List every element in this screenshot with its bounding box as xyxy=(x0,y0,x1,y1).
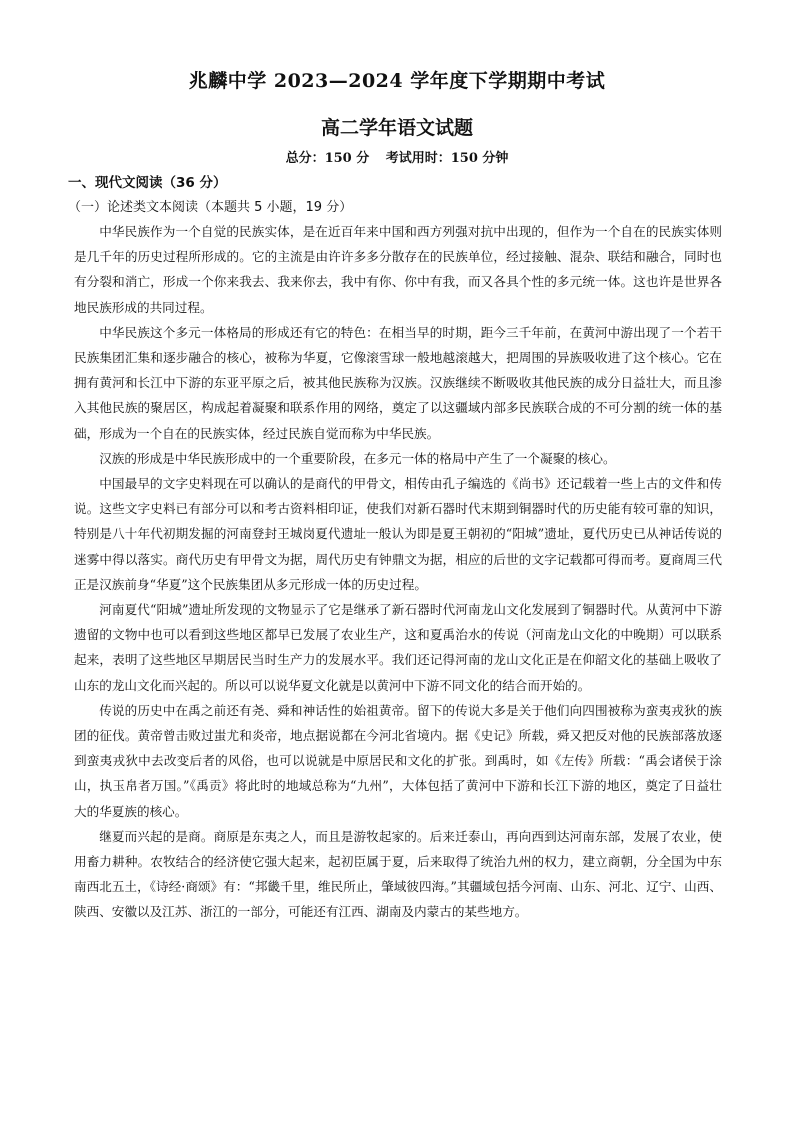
exam-time: 考试用时：150 分钟 xyxy=(385,151,509,166)
subsection-heading: （一）论述类文本阅读（本题共 5 小题，19 分） xyxy=(68,200,353,215)
paragraph: 中国最早的文字史料现在可以确认的是商代的甲骨文，相传由孔子编选的《尚书》还记载着一些上古的文件和传说。这些文字史料已有部分可以和考古资料相印证，使我们对新石器时代末期到铜器时代的历史能有较可靠的知识，特别是八十年代初期发掘的河南登封王城岗夏代遗址一般认为即是夏王朝初的“阳城”遗址，夏代历史已从神话传说的迷雾中得以落实。商代历史有甲骨文为据，周代历史有钟鼎文为据，相应的后世的文字记载都可得而考。夏商周三代正是汉族前身“华夏”这个民族集团从多元形成一体的历史过程。 xyxy=(74,476,722,592)
paragraph: 汉族的形成是中华民族形成中的一个重要阶段，在多元一体的格局中产生了一个凝聚的核心。 xyxy=(99,450,616,466)
exam-subtitle: 高二学年语文试题 xyxy=(320,117,473,139)
paragraph: 中华民族这个多元一体格局的形成还有它的特色：在相当早的时期，距今三千年前，在黄河中游出现了一个若干民族集团汇集和逐步融合的核心，被称为华夏，它像滚雪球一般地越滚越大，把周围的异族吸收进了这个核心。它在拥有黄河和长江中下游的东亚平原之后，被其他民族称为汉族。汉族继续不断吸收其他民族的成分日益壮大，而且渗入其他民族的聚居区，构成起着凝聚和联系作用的网络，奠定了以这疆域内部多民族联合成的不可分割的统一体的基础，形成为一个自在的民族实体，经过民族自觉而称为中华民族。 xyxy=(74,324,722,441)
paragraph: 继夏而兴起的是商。商原是东夷之人，而且是游牧起家的。后来迁泰山，再向西到达河南东部，发展了农业，使用畜力耕种。农牧结合的经济使它强大起来，起初臣属于夏，后来取得了统治九州的权力，建立商朝，分全国为中东南西北五土，《诗经·商颂》有：“邦畿千里，维民所止，肇域彼四海。”其疆域包括今河南、山东、河北、辽宁、山西、陕西、安徽以及江苏、浙江的一部分，可能还有江西、湖南及内蒙古的某些地方。 xyxy=(74,828,722,920)
reading-passage xyxy=(74,219,722,925)
paragraph: 河南夏代“阳城”遗址所发现的文物显示了它是继承了新石器时代河南龙山文化发展到了铜器时代。从黄河中下游遗留的文物中也可以看到这些地区都早已发展了农业生产，这和夏禹治水的传说（河南龙山文化的中晚期）可以联系起来，表明了这些地区早期居民当时生产力的发展水平。我们还记得河南的龙山文化正是在仰韶文化的基础上吸收了山东的龙山文化而兴起的。所以可以说华夏文化就是以黄河中下游不同文化的结合而开始的。 xyxy=(74,602,722,693)
section-heading: 一、现代文阅读（36 分） xyxy=(68,175,227,191)
paragraph: 传说的历史中在禹之前还有尧、舜和神话性的始祖黄帝。留下的传说大多是关于他们向四围被称为蛮夷戎狄的族团的征伐。黄帝曾击败过蚩尤和炎帝，地点据说都在今河北省境内。据《史记》所载，舜又把反对他的民族部落放逐到蛮夷戎狄中去改变后者的风俗，也可以说就是中原居民和文化的扩张。到禹时，如《左传》所载：“禹会诸侯于涂山，执玉帛者万国。”《禹贡》将此时的地域总称为“九州”，大体包括了黄河中下游和长江下游的地区，奠定了日益壮大的华夏族的核心。 xyxy=(74,702,722,819)
exam-meta xyxy=(0,147,794,166)
total-score: 总分：150 分 xyxy=(285,151,370,166)
exam-title: 兆麟中学 2023—2024 学年度下学期期中考试 xyxy=(188,70,606,92)
paragraph: 中华民族作为一个自觉的民族实体，是在近百年来中国和西方列强对抗中出现的，但作为一个自在的民族实体则是几千年的历史过程所形成的。它的主流是由许许多多分散存在的民族单位，经过接触、混杂、联结和融合，同时也有分裂和消亡，形成一个你来我去、我来你去，我中有你、你中有我，而又各具个性的多元统一体。这也许是世界各地民族形成的共同过程。 xyxy=(74,224,722,315)
